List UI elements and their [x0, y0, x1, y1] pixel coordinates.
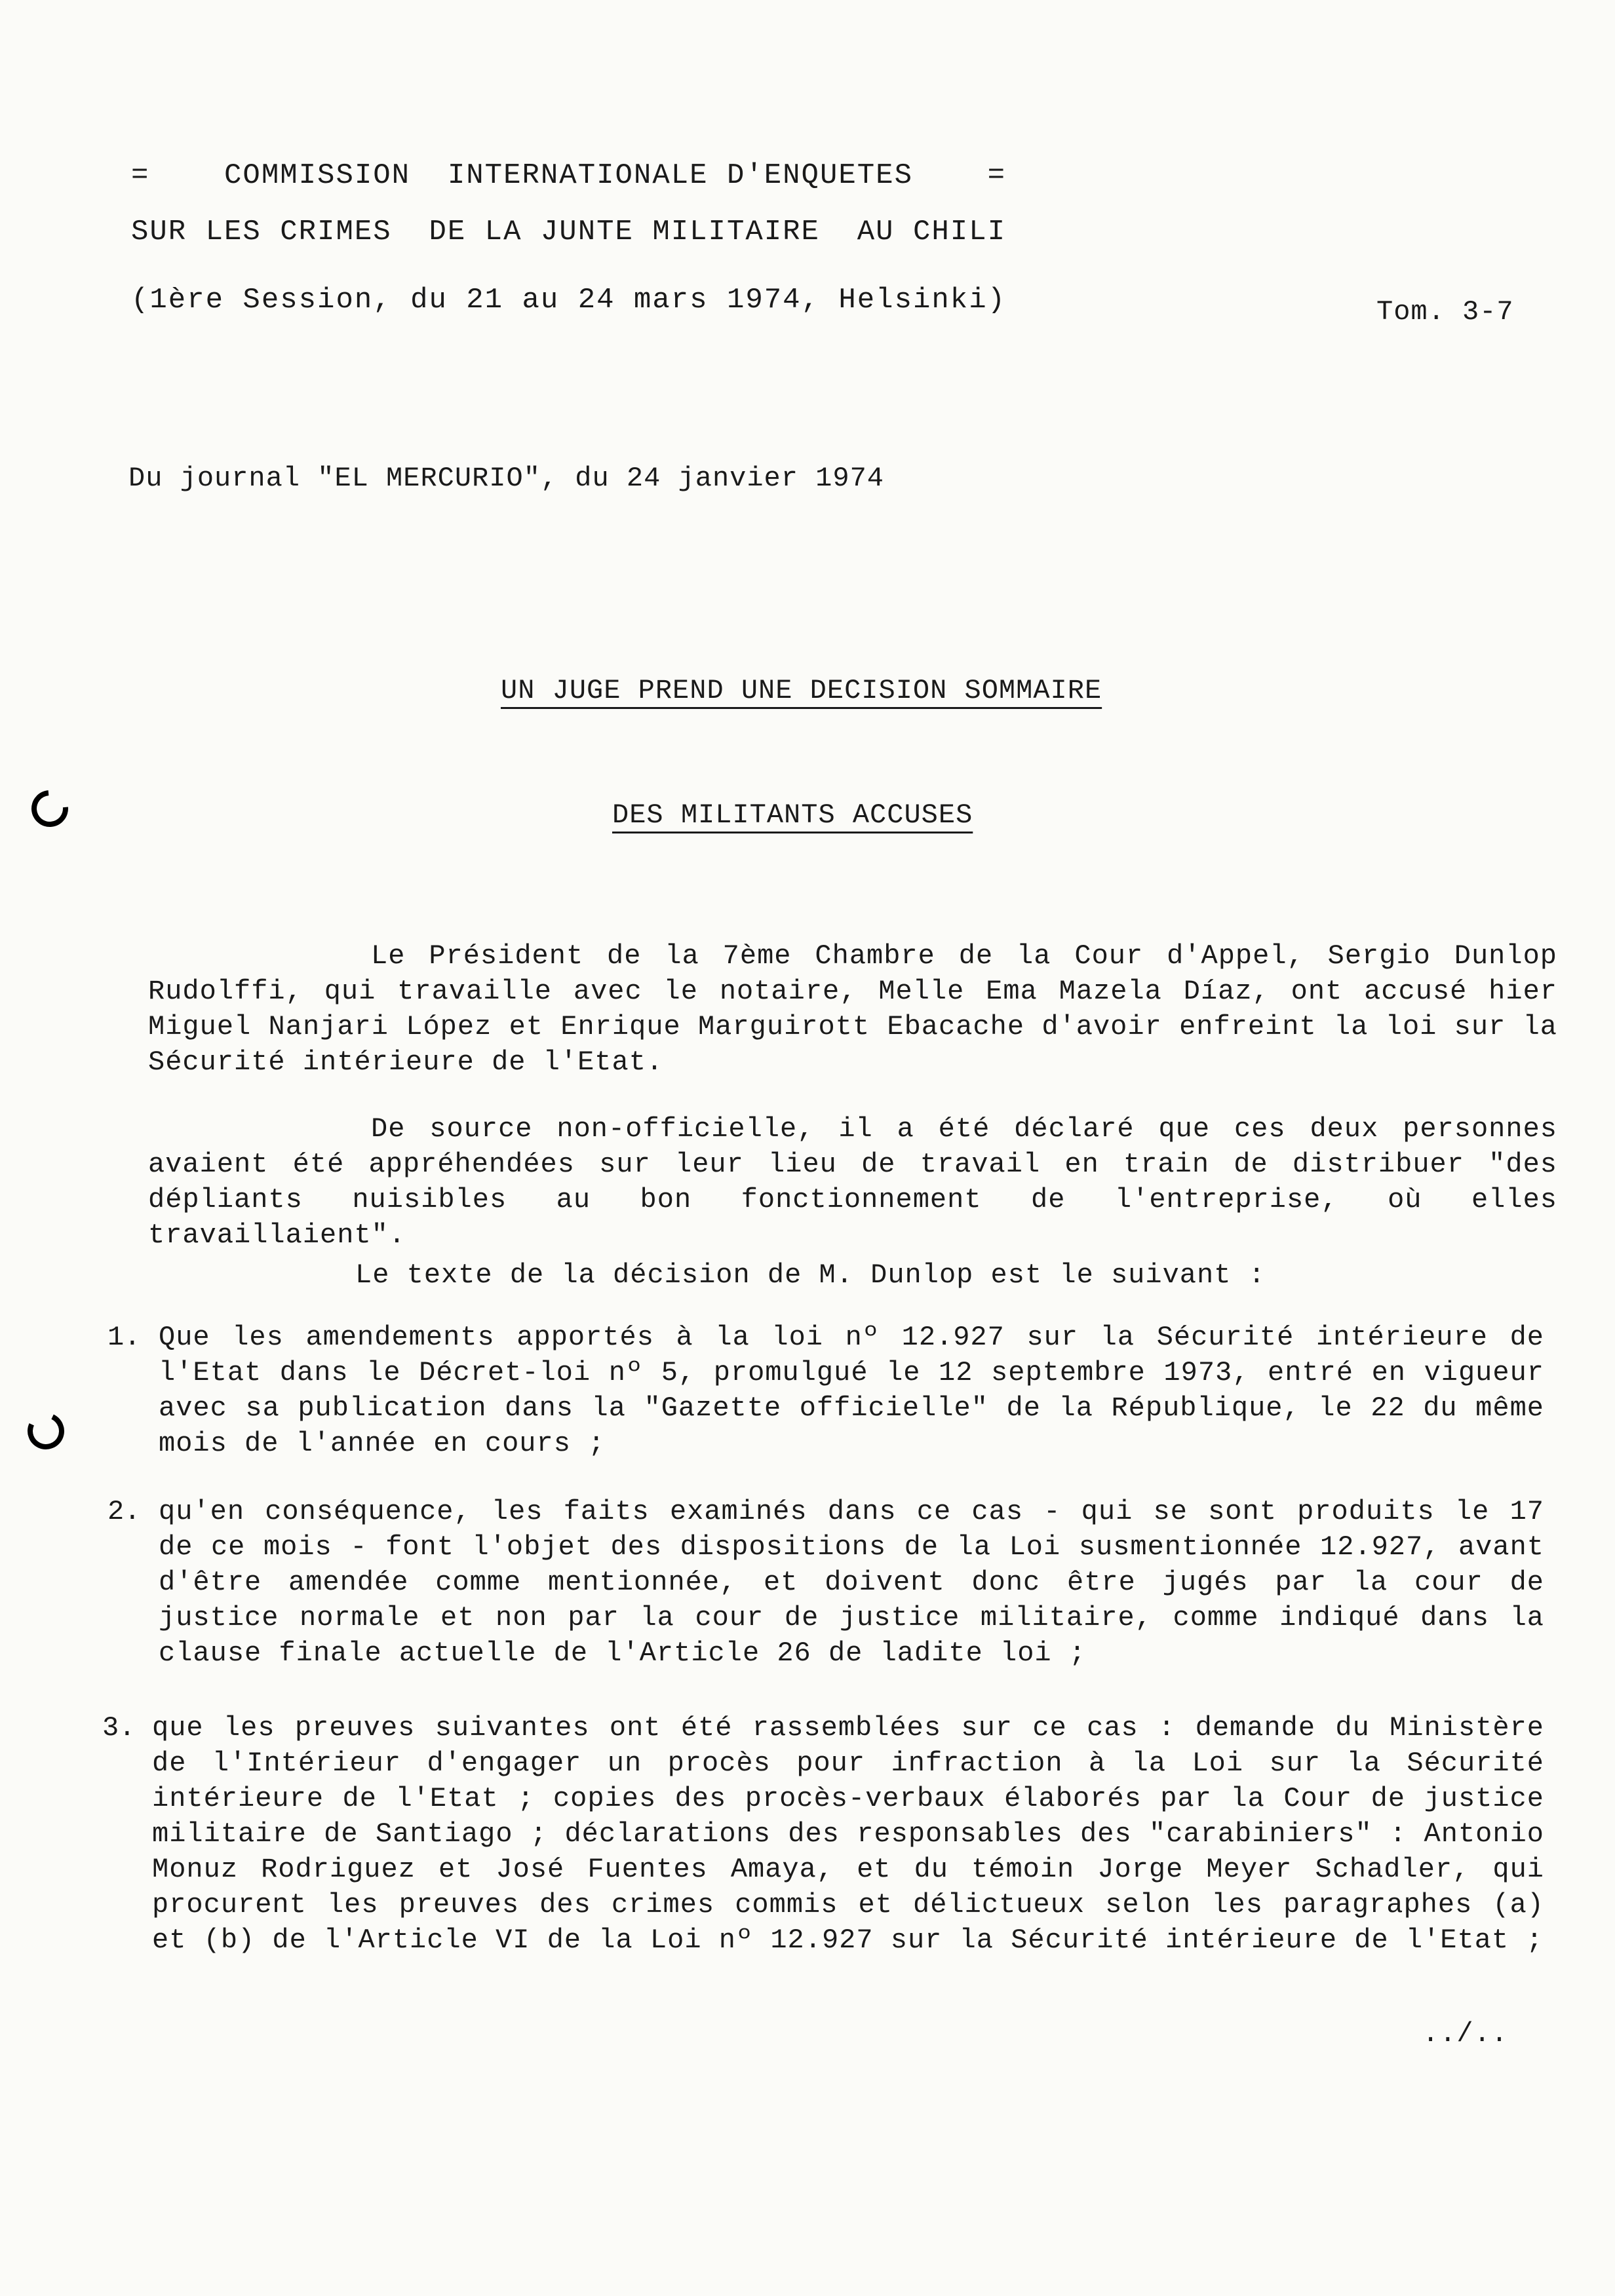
paragraph-1: Le Président de la 7ème Chambre de la Cour d'Appel, Sergio Dunlop Rudolffi, qui travaille avec le notaire, Melle Ema Mazela Díaz, ont accusé hier Miguel Nanjari López et Enrique Marguirott Ebacache d'avoir enfreint la loi sur la Sécurité intérieure de l'Etat. — [148, 940, 1557, 1078]
list-item-text: que les preuves suivantes ont été rassemblées sur ce cas : demande du Ministère de l'Intérieur d'engager un procès pour infraction à la Loi sur la Sécurité intérieure de l'Etat ; copies des procès-verbaux élaborés par la Cour de justice militaire de Santiago ; déclarations des responsables des "carabiniers" : Antonio Monuz Rodriguez et José Fuentes Amaya, et du témoin Jorge Meyer Schadler, qui procurent les preuves des crimes commis et délictueux selon les paragraphes (a) et (b) de l'Article VI de la Loi nº 12.927 sur la Sécurité intérieure de l'Etat ; — [152, 1712, 1544, 1956]
document-reference: Tom. 3-7 — [1376, 296, 1514, 328]
article-title-line-2: DES MILITANTS ACCUSES — [612, 799, 973, 831]
list-item-number: 3. — [102, 1712, 136, 1744]
list-item-number: 2. — [107, 1496, 141, 1527]
source-line: Du journal "EL MERCURIO", du 24 janvier 1974 — [128, 463, 884, 494]
header-line-1: = COMMISSION INTERNATIONALE D'ENQUETES = — [131, 159, 1007, 192]
paragraph-2: De source non-officielle, il a été déclaré que ces deux personnes avaient été appréhendées sur leur lieu de travail en train de distribuer "des dépliants nuisibles au bon fonctionnement de l'entreprise, où elles travaillaient". — [148, 1113, 1557, 1251]
list-item-text: qu'en conséquence, les faits examinés dans ce cas - qui se sont produits le 17 de ce mois - font l'objet des dispositions de la Loi susmentionnée 12.927, avant d'être amendée comme mentionnée, et doivent donc être jugés par la cour de justice normale et non par la cour de justice militaire, comme indiqué dans la clause finale actuelle de l'Article 26 de ladite loi ; — [159, 1496, 1544, 1669]
continuation-mark: ../.. — [1422, 2018, 1509, 2050]
list-item-number: 1. — [107, 1322, 141, 1353]
header-line-2: SUR LES CRIMES DE LA JUNTE MILITAIRE AU CHILI — [131, 216, 1007, 248]
article-title-line-1: UN JUGE PREND UNE DECISION SOMMAIRE — [501, 675, 1102, 706]
paragraph-3: Le texte de la décision de M. Dunlop est le suivant : — [355, 1259, 1266, 1291]
header-line-3: (1ère Session, du 21 au 24 mars 1974, Helsinki) — [131, 284, 1007, 316]
punch-hole-mark — [22, 1407, 69, 1455]
punch-hole-mark — [24, 783, 76, 835]
list-item-text: Que les amendements apportés à la loi nº 12.927 sur la Sécurité intérieure de l'Etat dans le Décret-loi nº 5, promulgué le 12 septembre 1973, entré en vigueur avec sa publication dans la "Gazette officielle" de la République, le 22 du même mois de l'année en cours ; — [159, 1322, 1544, 1459]
